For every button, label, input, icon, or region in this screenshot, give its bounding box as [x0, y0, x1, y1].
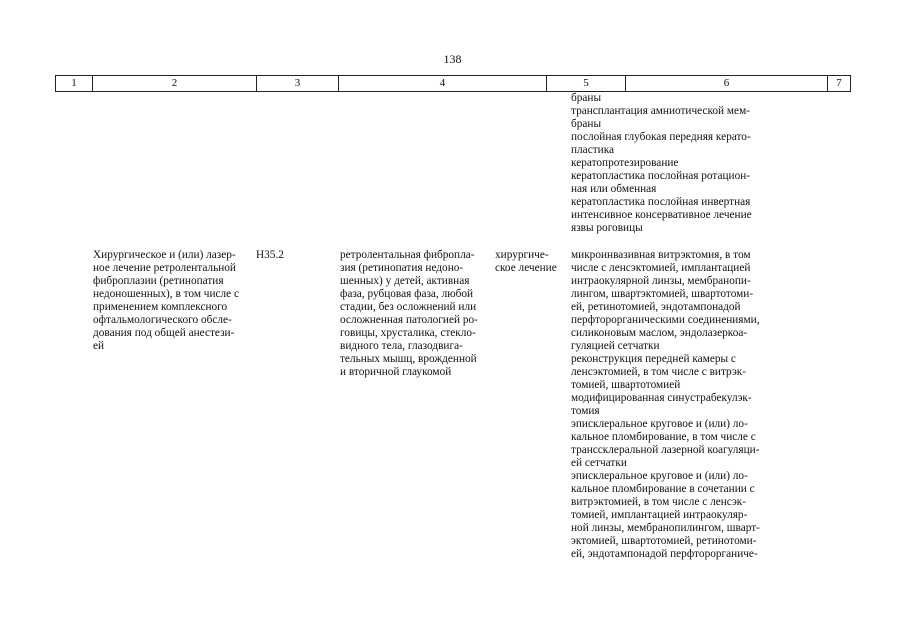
text-line: шенных) у детей, активная: [340, 275, 470, 287]
text-line: зия (ретинопатия недоно-: [340, 262, 464, 274]
col4-diagnosis: [340, 249, 490, 379]
text-line: ей сетчатки: [571, 457, 627, 469]
text-line: ной линзы, мембранопилингом, шварт-: [571, 522, 760, 534]
text-line: язвы роговицы: [571, 222, 643, 234]
text-line: послойная глубокая передняя керато-: [571, 131, 751, 143]
text-line: витрэктомией, в том числе с ленсэк-: [571, 496, 747, 508]
text-line: кальное пломбирование в сочетании с: [571, 483, 755, 495]
text-line: Хирургическое и (или) лазер-: [93, 249, 236, 261]
text-line: томией, швартотомией: [571, 379, 681, 391]
text-line: фаза, рубцовая фаза, любой: [340, 288, 474, 300]
header-col-5: 5: [546, 76, 625, 91]
text-line: браны: [571, 118, 602, 130]
text-line: хирургиче-: [495, 249, 549, 261]
header-col-2: 2: [92, 76, 256, 91]
text-line: браны: [571, 92, 602, 104]
text-line: ное лечение ретролентальной: [93, 262, 236, 274]
text-line: эктомией, швартотомией, ретинотоми-: [571, 535, 757, 547]
col5-treatment-type: [495, 249, 569, 275]
table-header-row: [55, 75, 851, 92]
header-col-1: 1: [55, 76, 92, 91]
col6-continuation-text: [571, 92, 771, 235]
text-line: перфторорганическими соединениями,: [571, 314, 760, 326]
text-line: недоношенных), в том числе с: [93, 288, 240, 300]
text-line: ретролентальная фибропла-: [340, 249, 475, 261]
text-line: ей, эндотампонадой перфторорганиче-: [571, 548, 758, 560]
text-line: кератопротезирование: [571, 157, 679, 169]
text-line: фиброплазии (ретинопатия: [93, 275, 224, 287]
text-line: дования под общей анестези-: [93, 327, 235, 339]
text-line: ная или обменная: [571, 183, 657, 195]
text-line: H35.2: [256, 249, 284, 261]
text-line: модифицированная синустрабекулэк-: [571, 392, 752, 404]
text-line: эписклеральное круговое и (или) ло-: [571, 470, 748, 482]
col2-treatment-name: [93, 249, 253, 353]
text-line: тельных мышц, врожденной: [340, 353, 477, 365]
text-line: кальное пломбирование, в том числе с: [571, 431, 756, 443]
text-line: интраокулярной линзы, мембранопи-: [571, 275, 751, 287]
text-line: реконструкция передней камеры с: [571, 353, 736, 365]
col6-treatment-methods: [571, 249, 771, 561]
text-line: эписклеральное круговое и (или) ло-: [571, 418, 748, 430]
text-line: ей, ретинотомией, эндотампонадой: [571, 301, 741, 313]
text-line: пластика: [571, 144, 615, 156]
col3-icd-code: [256, 249, 326, 262]
text-line: и вторичной глаукомой: [340, 366, 452, 378]
text-line: применением комплексного: [93, 301, 228, 313]
text-line: осложненная патологией ро-: [340, 314, 478, 326]
text-line: числе с ленсэктомией, имплантацией: [571, 262, 751, 274]
text-line: лингом, швартэктомией, швартотоми-: [571, 288, 754, 300]
page-number: 138: [443, 52, 462, 66]
text-line: кератопластика послойная инвертная: [571, 196, 751, 208]
text-line: ей: [93, 340, 105, 352]
text-line: кератопластика послойная ротацион-: [571, 170, 751, 182]
text-line: интенсивное консервативное лечение: [571, 209, 752, 221]
text-line: томией, имплантацией интраокуляр-: [571, 509, 748, 521]
text-line: томия: [571, 405, 600, 417]
text-line: трансплантация амниотической мем-: [571, 105, 750, 117]
header-col-6: 6: [625, 76, 827, 91]
text-line: стадии, без осложнений или: [340, 301, 477, 313]
text-line: видного тела, глазодвига-: [340, 340, 463, 352]
header-col-3: 3: [256, 76, 338, 91]
header-col-7: 7: [827, 76, 851, 91]
text-line: ленсэктомией, в том числе с витрэк-: [571, 366, 747, 378]
text-line: микроинвазивная витрэктомия, в том: [571, 249, 751, 261]
text-line: говицы, хрусталика, стекло-: [340, 327, 476, 339]
text-line: транссклеральной лазерной коагуляци-: [571, 444, 760, 456]
text-line: офтальмологического обсле-: [93, 314, 232, 326]
text-line: силиконовым маслом, эндолазеркоа-: [571, 327, 748, 339]
text-line: ское лечение: [495, 262, 557, 274]
header-col-4: 4: [338, 76, 546, 91]
text-line: гуляцией сетчатки: [571, 340, 660, 352]
